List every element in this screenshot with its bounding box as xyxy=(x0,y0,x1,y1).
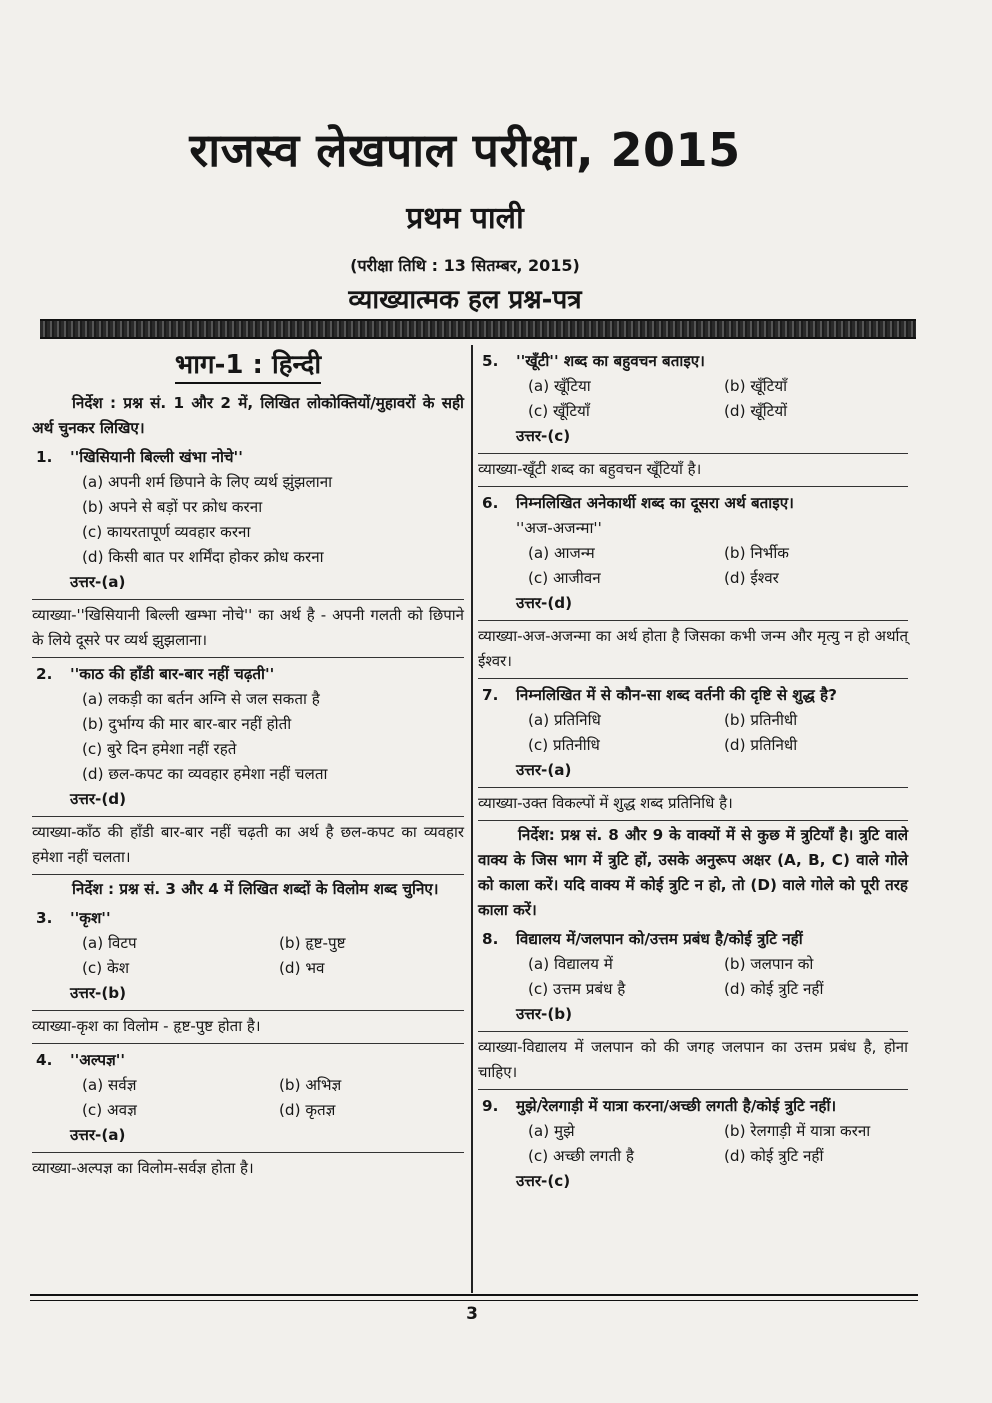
option-c: (c) बुरे दिन हमेशा नहीं रहते xyxy=(82,740,237,758)
question-6 xyxy=(478,491,908,616)
answer: उत्तर-(a) xyxy=(70,1126,126,1144)
question-number: 5. xyxy=(482,352,499,370)
option-a: (a) खूँटिया xyxy=(528,377,591,395)
option-d: (d) प्रतिनिधी xyxy=(724,736,798,754)
question-text: ''कृश'' xyxy=(70,909,111,927)
decorative-band xyxy=(40,319,916,339)
question-3 xyxy=(32,906,464,1006)
option-b: (b) अपने से बड़ों पर क्रोध करना xyxy=(82,498,263,516)
question-2 xyxy=(32,662,464,812)
question-text: मुझे/रेलगाड़ी में यात्रा करना/अच्छी लगती है/कोई त्रुटि नहीं। xyxy=(516,1097,837,1115)
option-b: (b) जलपान को xyxy=(724,955,814,973)
option-b: (b) निर्भीक xyxy=(724,544,789,562)
question-text: ''खूँटी'' शब्द का बहुवचन बताइए। xyxy=(516,352,705,370)
option-b: (b) प्रतिनीधी xyxy=(724,711,798,729)
explanation-6: व्याख्या-अज-अजन्मा का अर्थ होता है जिसका कभी जन्म और मृत्यु न हो अर्थात् ईश्वर। xyxy=(478,620,908,679)
option-d: (d) किसी बात पर शर्मिंदा होकर क्रोध करना xyxy=(82,548,324,566)
question-text: निम्नलिखित अनेकार्थी शब्द का दूसरा अर्थ बताइए। xyxy=(516,494,794,512)
question-number: 8. xyxy=(482,930,499,948)
option-a: (a) प्रतिनिधि xyxy=(528,711,601,729)
option-b: (b) रेलगाड़ी में यात्रा करना xyxy=(724,1122,871,1140)
instruction-3: निर्देश: प्रश्न सं. 8 और 9 के वाक्यों में से कुछ में त्रुटियाँ है। त्रुटि वाले वाक्य के जिस भाग में त्रुटि हों, उसके अनुरूप अक्षर (A, B, C) वाले गोले को काला करें। यदि वाक्य में कोई त्रुटि न हो, तो (D) वाले गोले को पूरी तरह काला करें। xyxy=(478,826,908,919)
option-c: (c) आजीवन xyxy=(528,569,601,587)
question-text: विद्यालय में/जलपान को/उत्तम प्रबंध है/कोई त्रुटि नहीं xyxy=(516,930,803,948)
option-c: (c) खूँटियाँ xyxy=(528,402,590,420)
page-title: राजस्व लेखपाल परीक्षा, 2015 xyxy=(189,123,741,177)
footer-rule xyxy=(30,1294,918,1301)
question-number: 4. xyxy=(36,1051,53,1069)
question-5 xyxy=(478,349,908,449)
option-b: (b) दुर्भाग्य की मार बार-बार नहीं होती xyxy=(82,715,292,733)
option-b: (b) खूँटियाँ xyxy=(724,377,788,395)
option-d: (d) कोई त्रुटि नहीं xyxy=(724,1147,824,1165)
option-d: (d) ईश्वर xyxy=(724,569,779,587)
option-d: (d) कृतज्ञ xyxy=(279,1101,336,1119)
option-d: (d) भव xyxy=(279,959,325,977)
option-a: (a) विटप xyxy=(82,934,137,952)
explanation-7: व्याख्या-उक्त विकल्पों में शुद्ध शब्द प्रतिनिधि है। xyxy=(478,787,908,821)
answer: उत्तर-(a) xyxy=(516,761,572,779)
answer: उत्तर-(a) xyxy=(70,573,126,591)
question-text: निम्नलिखित में से कौन-सा शब्द वर्तनी की दृष्टि से शुद्ध है? xyxy=(516,686,837,704)
option-d: (d) छल-कपट का व्यवहार हमेशा नहीं चलता xyxy=(82,765,328,783)
answer: उत्तर-(d) xyxy=(70,790,127,808)
right-column xyxy=(478,345,908,1194)
question-text: ''खिसियानी बिल्ली खंभा नोचे'' xyxy=(70,448,243,466)
option-b: (b) अभिज्ञ xyxy=(279,1076,342,1094)
explanation-8: व्याख्या-विद्यालय में जलपान को की जगह जलपान का उत्तम प्रबंध है, होना चाहिए। xyxy=(478,1031,908,1090)
options xyxy=(516,541,908,591)
answer: उत्तर-(b) xyxy=(516,1005,573,1023)
option-c: (c) कायरतापूर्ण व्यवहार करना xyxy=(82,523,251,541)
question-8 xyxy=(478,927,908,1027)
explanation-1: व्याख्या-''खिसियानी बिल्ली खम्भा नोचे'' का अर्थ है - अपनी गलती को छिपाने के लिये दूसरे पर व्यर्थ झुझलाना। xyxy=(32,599,464,658)
explanation-3: व्याख्या-कृश का विलोम - हृष्ट-पुष्ट होता है। xyxy=(32,1010,464,1044)
question-number: 6. xyxy=(482,494,499,512)
option-c: (c) अच्छी लगती है xyxy=(528,1147,634,1165)
option-d: (d) कोई त्रुटि नहीं xyxy=(724,980,824,998)
left-column xyxy=(32,345,464,1185)
part-heading: भाग-1 : हिन्दी xyxy=(32,345,464,385)
option-a: (a) लकड़ी का बर्तन अग्नि से जल सकता है xyxy=(82,690,320,708)
explanation-2: व्याख्या-काँठ की हाँडी बार-बार नहीं चढ़ती का अर्थ है छल-कपट का व्यवहार हमेशा नहीं चलता। xyxy=(32,816,464,875)
question-text: ''अल्पज्ञ'' xyxy=(70,1051,126,1069)
question-1 xyxy=(32,445,464,595)
option-a: (a) मुझे xyxy=(528,1122,575,1140)
options xyxy=(516,708,908,758)
option-b: (b) हृष्ट-पुष्ट xyxy=(279,934,346,952)
question-9 xyxy=(478,1094,908,1194)
option-c: (c) अवज्ञ xyxy=(82,1101,137,1119)
answer: उत्तर-(c) xyxy=(516,1172,571,1190)
question-7 xyxy=(478,683,908,783)
option-c: (c) प्रतिनीधि xyxy=(528,736,600,754)
page-number: 3 xyxy=(466,1304,478,1324)
question-number: 3. xyxy=(36,909,53,927)
question-subtext: ''अज-अजन्मा'' xyxy=(516,519,602,537)
instruction-1: निर्देश : प्रश्न सं. 1 और 2 में, लिखित लोकोक्तियों/मुहावरों के सही अर्थ चुनकर लिखिए। xyxy=(32,394,464,437)
question-text: ''काठ की हाँडी बार-बार नहीं चढ़ती'' xyxy=(70,665,275,683)
answer: उत्तर-(d) xyxy=(516,594,573,612)
option-d: (d) खूँटियों xyxy=(724,402,788,420)
page-subtitle: प्रथम पाली xyxy=(406,201,524,236)
question-number: 1. xyxy=(36,448,53,466)
option-a: (a) सर्वज्ञ xyxy=(82,1076,137,1094)
question-number: 2. xyxy=(36,665,53,683)
option-c: (c) उत्तम प्रबंध है xyxy=(528,980,626,998)
document-type: व्याख्यात्मक हल प्रश्न-पत्र xyxy=(348,285,582,315)
question-number: 7. xyxy=(482,686,499,704)
instruction-2: निर्देश : प्रश्न सं. 3 और 4 में लिखित शब्दों के विलोम शब्द चुनिए। xyxy=(72,880,439,898)
option-a: (a) अपनी शर्म छिपाने के लिए व्यर्थ झुंझलाना xyxy=(82,473,333,491)
options xyxy=(70,931,464,981)
column-divider xyxy=(471,345,473,1293)
explanation-4: व्याख्या-अल्पज्ञ का विलोम-सर्वज्ञ होता है। xyxy=(32,1152,464,1185)
explanation-5: व्याख्या-खूँटी शब्द का बहुवचन खूँटियाँ है। xyxy=(478,453,908,487)
options xyxy=(516,952,908,1002)
options xyxy=(516,1119,908,1169)
answer: उत्तर-(b) xyxy=(70,984,127,1002)
exam-date: (परीक्षा तिथि : 13 सितम्बर, 2015) xyxy=(350,256,580,275)
option-a: (a) आजन्म xyxy=(528,544,595,562)
answer: उत्तर-(c) xyxy=(516,427,571,445)
option-a: (a) विद्यालय में xyxy=(528,955,613,973)
option-c: (c) केश xyxy=(82,959,130,977)
question-number: 9. xyxy=(482,1097,499,1115)
options xyxy=(516,374,908,424)
question-4 xyxy=(32,1048,464,1148)
options xyxy=(70,1073,464,1123)
